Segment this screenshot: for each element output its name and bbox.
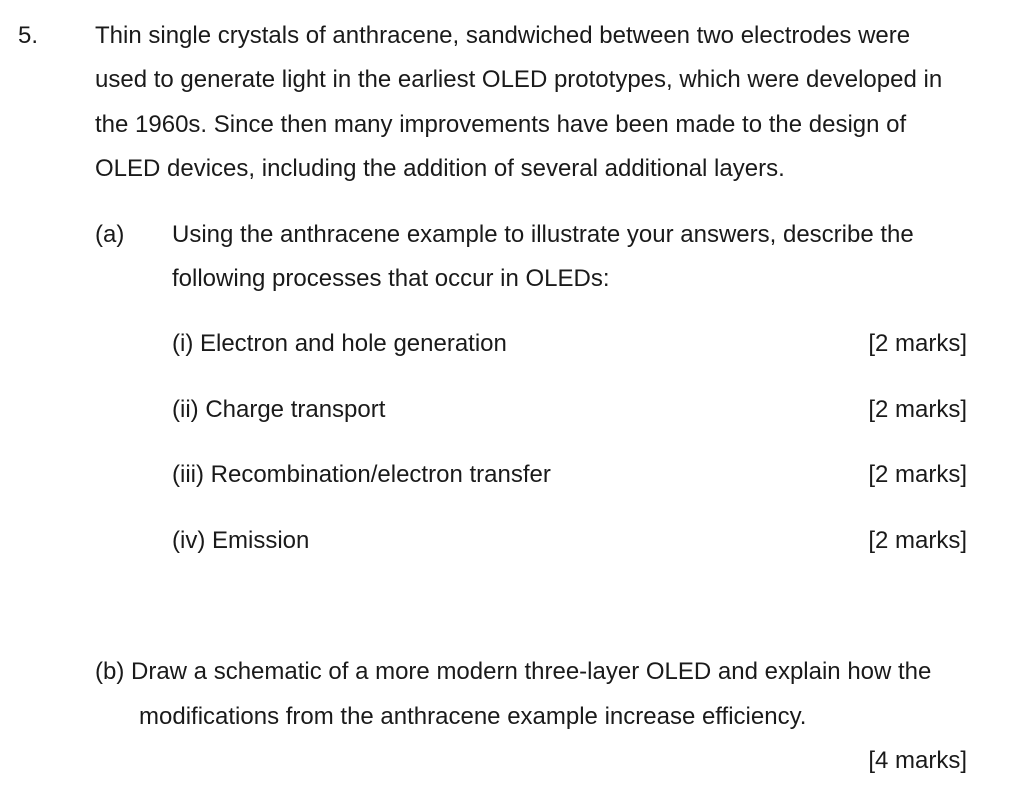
part-b-line-2: modifications from the anthracene example increase efficiency. (139, 703, 807, 730)
part-b-line-1: (b) Draw a schematic of a more modern three-layer OLED and explain how the (95, 658, 932, 685)
item-iv-marks: [2 marks] (868, 527, 967, 554)
intro-line-4: OLED devices, including the addition of several additional layers. (95, 155, 785, 182)
item-ii-marks: [2 marks] (868, 396, 967, 423)
part-a-line-1: Using the anthracene example to illustrate your answers, describe the (172, 221, 914, 248)
part-a-label: (a) (95, 221, 125, 248)
item-i-marks: [2 marks] (868, 330, 967, 357)
intro-line-3: the 1960s. Since then many improvements have been made to the design of (95, 111, 907, 138)
item-ii: (ii) Charge transport (172, 396, 386, 423)
part-b-marks: [4 marks] (868, 747, 967, 774)
item-iii-marks: [2 marks] (868, 461, 967, 488)
item-iii: (iii) Recombination/electron transfer (172, 461, 551, 488)
question-number: 5. (18, 22, 39, 49)
part-a-line-2: following processes that occur in OLEDs: (172, 265, 610, 292)
intro-line-1: Thin single crystals of anthracene, sandwiched between two electrodes were (95, 22, 911, 49)
item-i: (i) Electron and hole generation (172, 330, 507, 357)
item-iv: (iv) Emission (172, 527, 310, 554)
intro-line-2: used to generate light in the earliest OLED prototypes, which were developed in (95, 66, 943, 93)
